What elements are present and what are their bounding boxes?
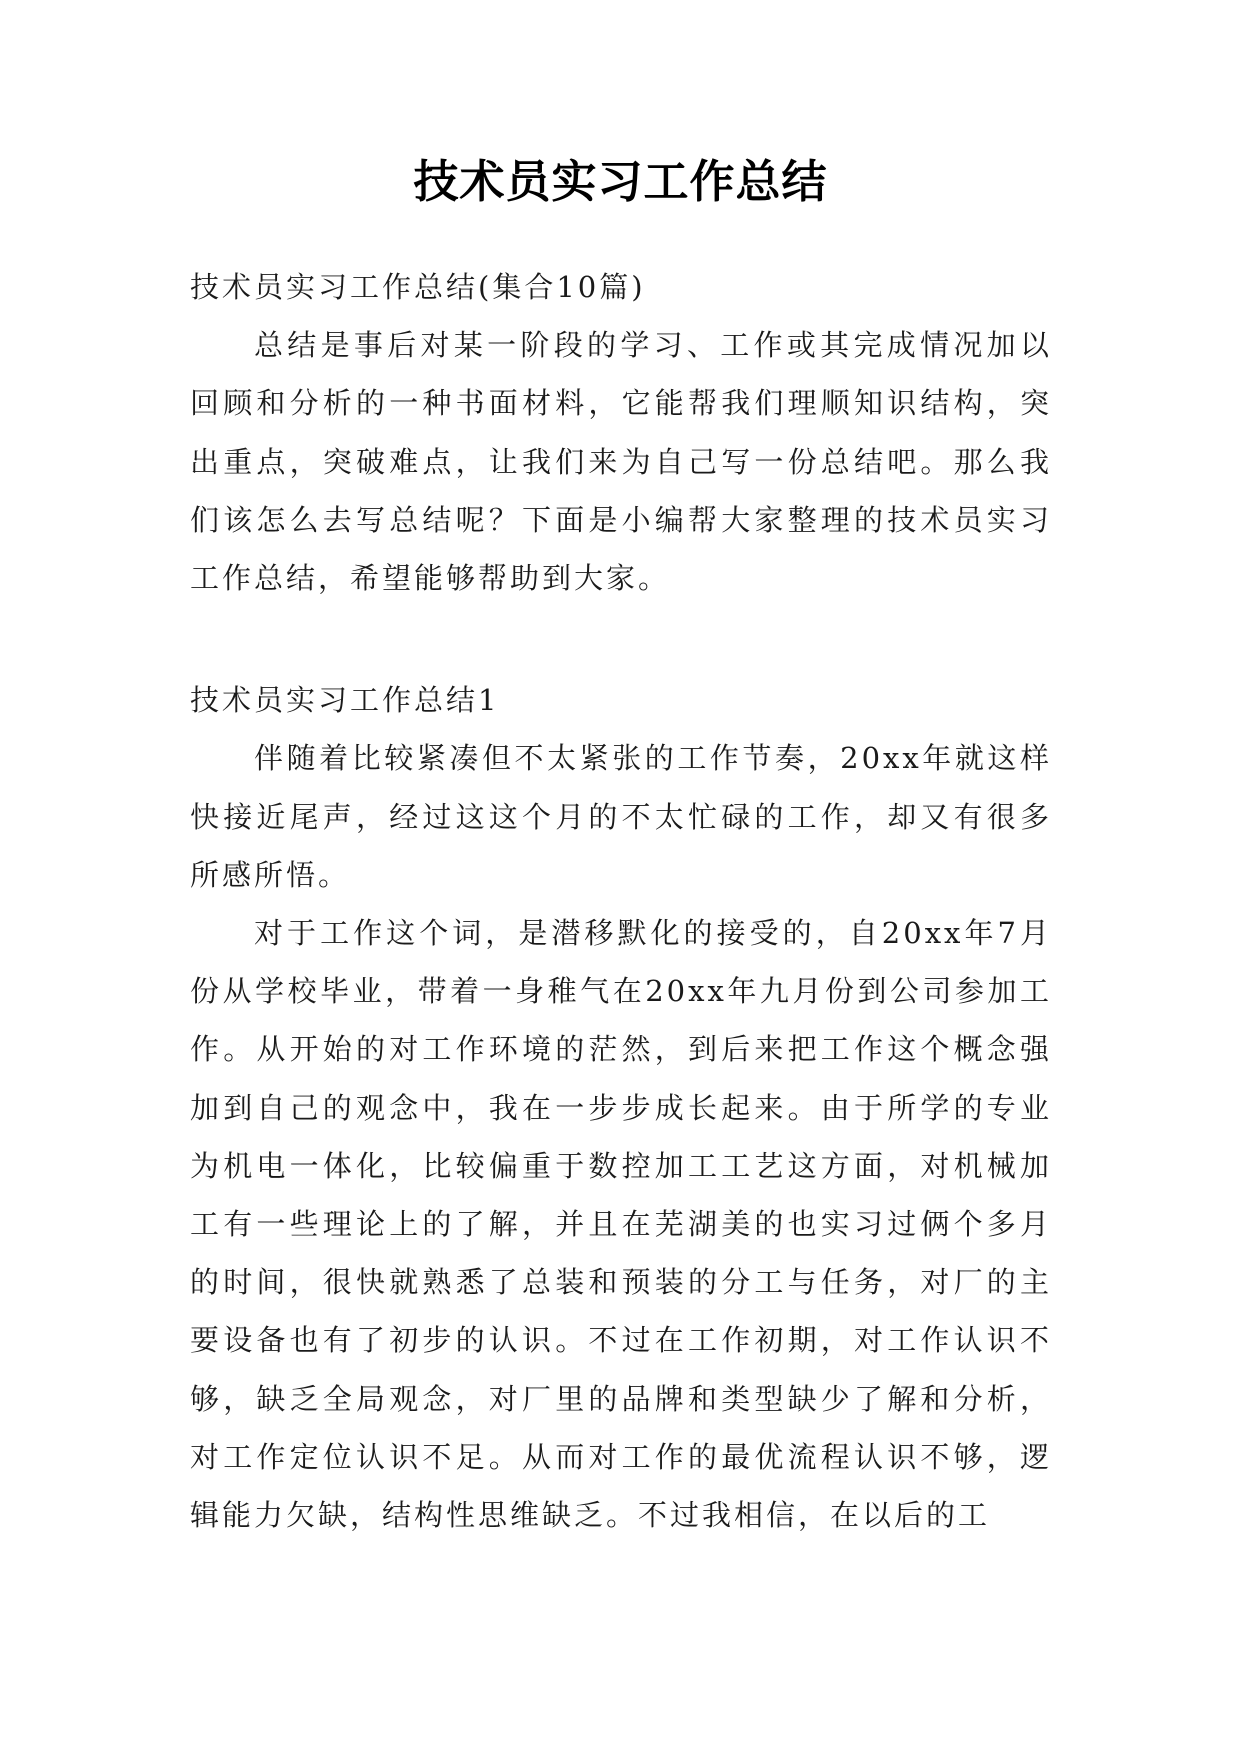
- section-spacer: [190, 607, 1052, 671]
- document-body: [190, 258, 1052, 1544]
- body-paragraph: 伴随着比较紧凑但不太紧张的工作节奏，20xx年就这样快接近尾声，经过这这个月的不太忙碌的工作，却又有很多所感所悟。: [190, 741, 1052, 892]
- section-heading: 技术员实习工作总结1: [190, 683, 500, 718]
- body-paragraph: 对于工作这个词，是潜移默化的接受的，自20xx年7月份从学校毕业，带着一身稚气在20xx年九月份到公司参加工作。从开始的对工作环境的茫然，到后来把工作这个概念强加到自己的观念中，我在一步步成长起来。由于所学的专业为机电一体化，比较偏重于数控加工工艺这方面，对机械加工有一些理论上的了解，并且在芜湖美的也实习过俩个多月的时间，很快就熟悉了总装和预装的分工与任务，对厂的主要设备也有了初步的认识。不过在工作初期，对工作认识不够，缺乏全局观念，对厂里的品牌和类型缺少了解和分析，对工作定位认识不足。从而对工作的最优流程认识不够，逻辑能力欠缺，结构性思维缺乏。不过我相信，在以后的工: [190, 916, 1052, 1533]
- document-title: 技术员实习工作总结: [413, 155, 828, 208]
- document-subtitle: 技术员实习工作总结(集合10篇): [190, 270, 646, 304]
- intro-paragraph: 总结是事后对某一阶段的学习、工作或其完成情况加以回顾和分析的一种书面材料，它能帮我们理顺知识结构，突出重点，突破难点，让我们来为自己写一份总结吧。那么我们该怎么去写总结呢？下面是小编帮大家整理的技术员实习工作总结，希望能够帮助到大家。: [190, 328, 1052, 596]
